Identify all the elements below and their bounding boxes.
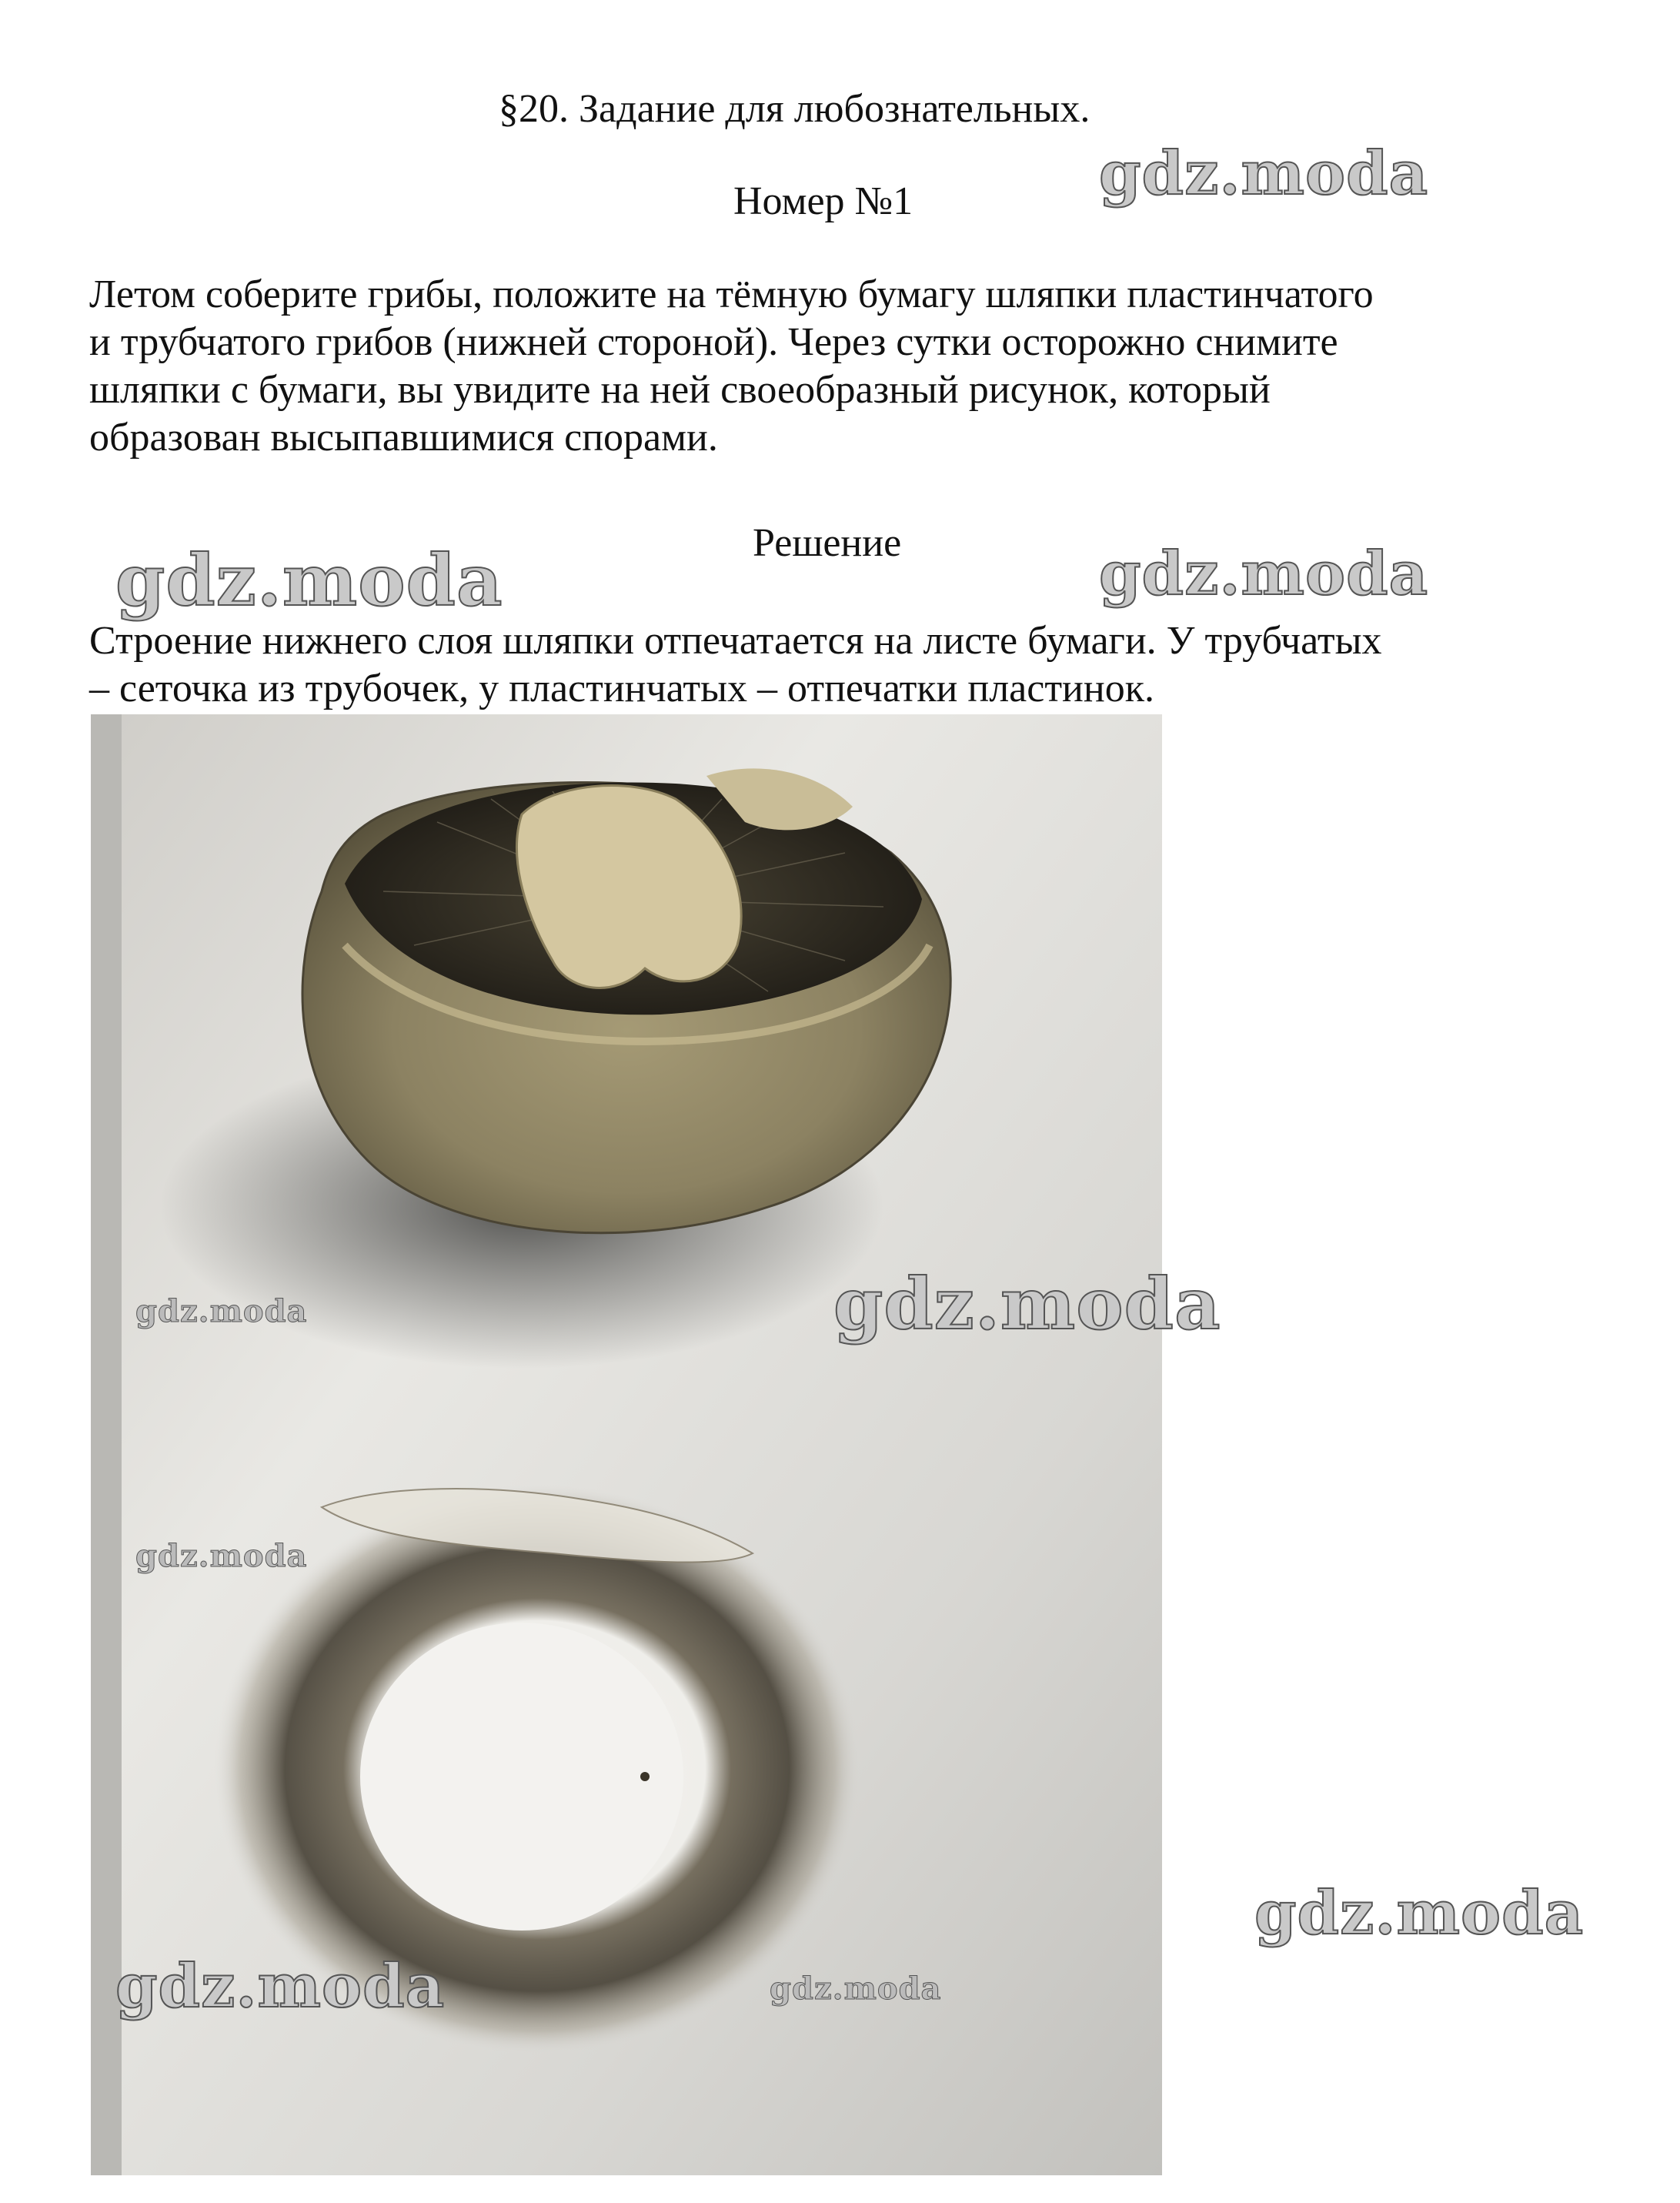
task-line: Летом соберите грибы, положите на тёмную бумагу шляпки пластинчатого [89, 272, 1374, 316]
watermark: gdz.moda [115, 539, 503, 622]
solution-title: Решение [753, 521, 902, 565]
watermark: gdz.moda [833, 1262, 1221, 1346]
watermark: gdz.moda [1254, 1878, 1585, 1948]
task-line: и трубчатого грибов (нижней стороной). Через сутки осторожно снимите [89, 320, 1338, 364]
watermark: gdz.moda [135, 1538, 308, 1574]
solution-text [89, 617, 1628, 713]
watermark: gdz.moda [115, 1951, 446, 2021]
watermark: gdz.moda [1099, 139, 1429, 209]
watermark: gdz.moda [770, 1971, 942, 2007]
section-title: §20. Задание для любознательных. [499, 87, 1090, 131]
task-text [89, 271, 1628, 462]
watermark: gdz.moda [1099, 539, 1429, 609]
solution-line: Строение нижнего слоя шляпки отпечатается на листе бумаги. У трубчатых [89, 619, 1382, 663]
task-line: шляпки с бумаги, вы увидите на ней своеобразный рисунок, который [89, 368, 1271, 412]
task-number: Номер №1 [733, 179, 913, 223]
watermark: gdz.moda [135, 1293, 308, 1329]
solution-line: – сеточка из трубочек, у пластинчатых – отпечатки пластинок. [89, 667, 1154, 710]
task-line: образован высыпавшимися спорами. [89, 416, 718, 460]
